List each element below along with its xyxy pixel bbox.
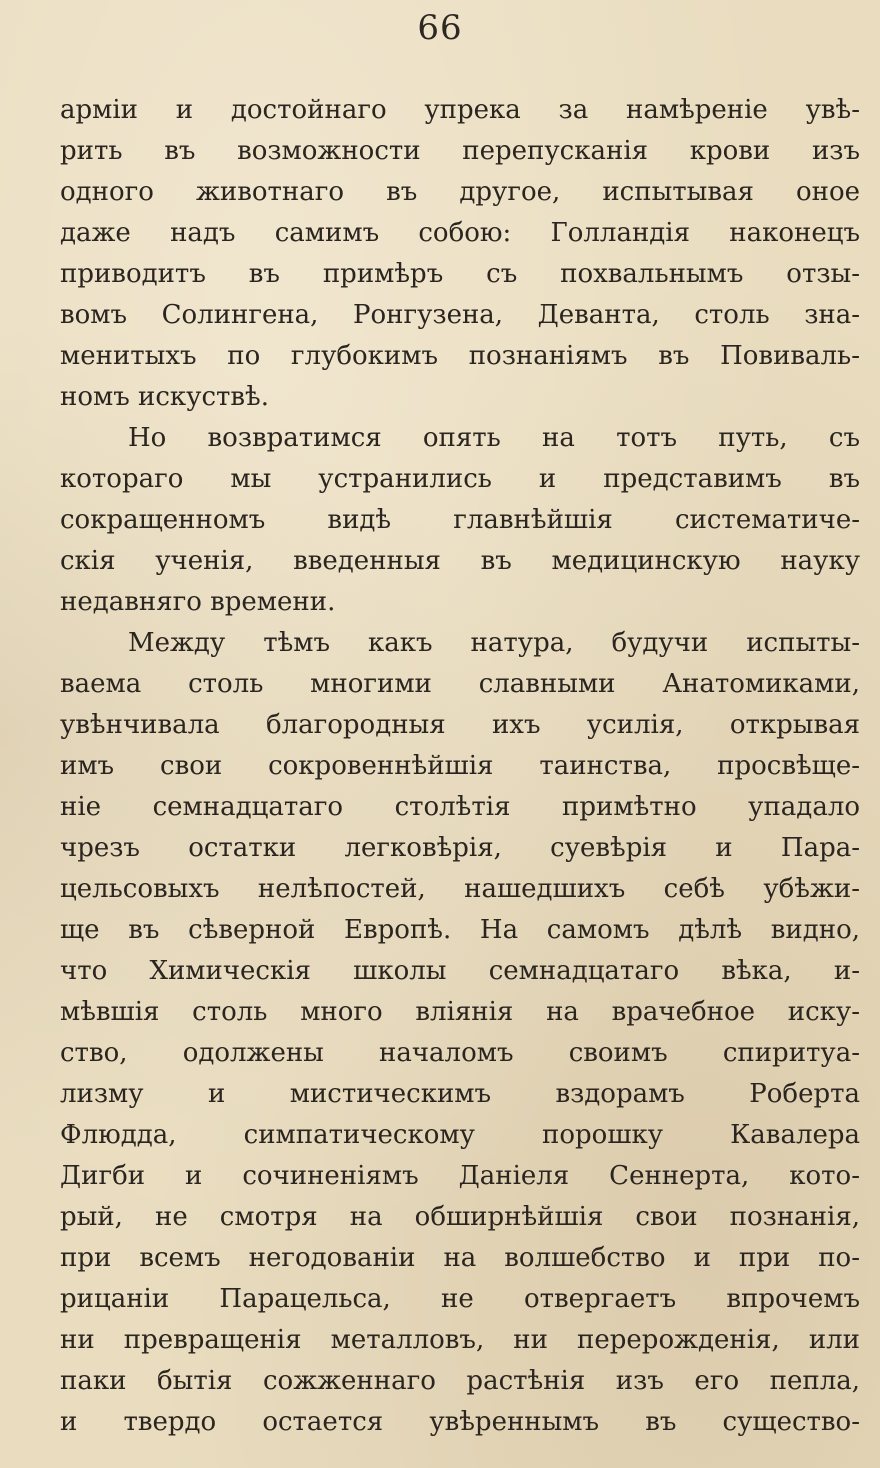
text-line: мѣвшія столь много вліянія на врачебное иску- xyxy=(60,997,860,1027)
text-line: даже надъ самимъ собою: Голландія наконецъ xyxy=(60,218,860,248)
text-line: Между тѣмъ какъ натура, будучи испыты- xyxy=(128,628,860,658)
text-line: увѣнчивала благородныя ихъ усилія, открывая xyxy=(60,710,860,740)
text-line: Дигби и сочиненіямъ Даніеля Сеннерта, кото- xyxy=(60,1161,860,1191)
text-line: цельсовыхъ нелѣпостей, нашедшихъ себѣ убѣжи- xyxy=(60,874,860,904)
text-line: скія ученія, введенныя въ медицинскую науку xyxy=(60,546,860,576)
text-line: при всемъ негодованіи на волшебство и при по- xyxy=(60,1243,860,1273)
text-line: сокращенномъ видѣ главнѣйшія систематиче- xyxy=(60,505,860,535)
text-line: ни превращенія металловъ, ни перерожденія, или xyxy=(60,1325,860,1355)
text-line: Но возвратимся опять на тотъ путь, съ xyxy=(128,423,860,453)
text-line: арміи и достойнаго упрека за намѣреніе увѣ- xyxy=(60,95,860,125)
text-line: одного животнаго въ другое, испытывая оное xyxy=(60,177,860,207)
text-line: менитыхъ по глубокимъ познаніямъ въ Повиваль- xyxy=(60,341,860,371)
body-text xyxy=(60,90,860,1443)
page-number: 66 xyxy=(417,8,463,48)
text-line: номъ искуствѣ. xyxy=(60,382,269,412)
text-line: приводитъ въ примѣръ съ похвальнымъ отзы- xyxy=(60,259,860,289)
text-line: ваема столь многими славными Анатомиками, xyxy=(60,669,860,699)
text-line: и твердо остается увѣреннымъ въ существо- xyxy=(60,1407,860,1437)
text-line: котораго мы устранились и представимъ въ xyxy=(60,464,860,494)
text-line: рить въ возможности перепусканія крови изъ xyxy=(60,136,860,166)
text-line: ство, одолжены началомъ своимъ спиритуа- xyxy=(60,1038,860,1068)
text-line: паки бытія сожженнаго растѣнія изъ его пепла, xyxy=(60,1366,860,1396)
text-line: имъ свои сокровеннѣйшія таинства, просвѣще- xyxy=(60,751,860,781)
text-line: Флюдда, симпатическому порошку Кавалера xyxy=(60,1120,860,1150)
text-line: рицаніи Парацельса, не отвергаетъ впрочемъ xyxy=(60,1284,860,1314)
text-line: рый, не смотря на обширнѣйшія свои познанія, xyxy=(60,1202,860,1232)
text-line: ніе семнадцатаго столѣтія примѣтно упадало xyxy=(60,792,860,822)
text-line: вомъ Солингена, Ронгузена, Деванта, столь зна- xyxy=(60,300,860,330)
text-line: что Химическія школы семнадцатаго вѣка, и- xyxy=(60,956,860,986)
text-line: недавняго времени. xyxy=(60,587,336,617)
text-line: чрезъ остатки легковѣрія, суевѣрія и Пара- xyxy=(60,833,860,863)
text-line: лизму и мистическимъ вздорамъ Роберта xyxy=(60,1079,860,1109)
text-line: ще въ сѣверной Европѣ. На самомъ дѣлѣ видно, xyxy=(60,915,860,945)
